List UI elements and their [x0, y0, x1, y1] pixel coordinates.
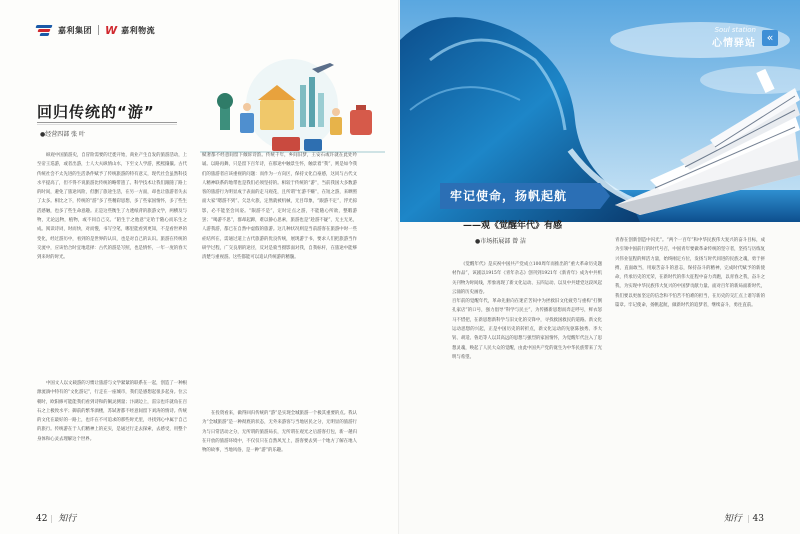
- page-folio-left: 42 | 知行: [36, 514, 77, 524]
- article-column-1: 纵观中国旅游史，自冒险需要的迁徙开始，商业产生自发的旅游活动，上至帝王巡游，或者出游，士人大夫纵情山水，下至文人学游，熙熙攘攘。古代传统社会不太先进的生活条件赋予了传统旅游的特有意义，现代社会虽然科技水平提高了，但不得不说旅游比传统的略带遗了。科学技术让我们跟随了路上的时间，避免了旅途风险，但删了旅途生活，在另一方面，却也让旅游者失去了太多。相比之下，传统的“游”多了些精彩思想，多了些家国情怀，多了些生活感触，也多了些生命意趣。正是这些衡生了力透纸背的旅游文学，两横及与物，无论远物，植物，或不同自己交。“陌生于之他意”定哈于随心而乐生之成。阅读诗词，时而快，对而慢，书写空笔，哪里能看到更知，不是看世界的变化，经过游历中，看到的是世界的认识，也是对自己的认识。旅游在传统的交流中，应该恰合时宜地选择：古代的游是写照，也是情怀，一年一度的春天到来时的时光。: [37, 153, 187, 261]
- article-column-4: 在投资看来，做得回归传统的“游”是实现全城旅游一个极其重要的点。我认为“全城旅游”是一种彻底的状态，无外来游客与当地居民之分，无明显的旅游行为与日常活动之分，无所谓的旅游局长，无所谓在观光之后游客打包，新一趟归在开放的旅游环境中，不仅仅只在自然风光上，游客要去到一个地方了解在地人物的故事，当地风俗，是一种“游”的乐趣。: [202, 411, 357, 454]
- headline-arrow-shape: [600, 183, 610, 209]
- article-title: 回归传统的“游”: [37, 103, 155, 121]
- article-column-2: 青春在创新创造中闪光”。“两个一百年”和中华民族伟大复兴的奋斗目标，成为引领中国前行的时代号召，中国青年要做革命传统的坚守者，坚持与历练复兴伟业征程的鲜活力量，始终刚定方位，发扬与时代同进的民族之魂，勇于拼搏，直面敢当，用艰苦奋斗的意志，保持奋斗的精神，完成时代赋予的新使命，传承历史的光荣，在新时代的伟大征程中奋力奔跑，以青春之我，奋斗之我，为实现中华民族伟大复兴的中国梦贡献力量。面对百年的新局面新时代，我们要以更加坚定的信念和不怕苦不怕难的担当，在历史的交汇点上谱写新的篇章。牢记使命，扬帆起航，做新时代的追梦者，继续奋斗，勇往直前。: [615, 238, 765, 309]
- author-byline: ●市场拓展部 曾 洁: [475, 238, 527, 245]
- section-tag-english: Soul station: [714, 26, 756, 34]
- logo-divider: [98, 25, 99, 35]
- company-logo: [36, 24, 155, 36]
- logistics-logo-icon: W: [105, 23, 118, 37]
- chevron-left-icon: «: [762, 30, 778, 46]
- page-folio-right: 知行 | 43: [723, 514, 764, 524]
- author-byline: ●经营四部 张 叶: [40, 131, 86, 138]
- logistics-name: 嘉利物流: [121, 25, 156, 35]
- article-headline: 牢记使命，扬帆起航: [440, 183, 600, 209]
- right-page: [400, 0, 800, 534]
- magazine-brand: 知行: [58, 514, 77, 524]
- article-subheading: ——观《觉醒年代》有感: [463, 221, 563, 231]
- group-logo-icon: [36, 25, 54, 36]
- travel-illustration: [200, 55, 385, 160]
- section-tag: [712, 26, 756, 49]
- group-name: 嘉利集团: [58, 25, 92, 35]
- magazine-brand: 知行: [723, 514, 742, 524]
- page-number: 42: [36, 514, 48, 524]
- page-number: 43: [752, 514, 764, 524]
- section-tag-chinese: 心情驿站: [712, 38, 756, 49]
- article-column-3: 赋奢都不经意间留下倾诉诗韵。传统千年，乡间旧梦，王安石或许就在此处吟诵。以路再舞，只是留下百年诗，在那途中触景生怀，触景着“我”，则是如今我们的旅游者应该重视的问题：而作为一方向区，保持文化自豪感，这同与古代文人精神联系的地带也是我们必须坚持的。相较于传统的“游”，当前我国大多数游客的旅游行为明显成于表面的走马观花，且所谓“忙游不赚”，在短之游，来晒照面大家“嗯游不到”、欠急火旅，定然就被机械，无目印象，“跟游不定”，浮光掠影，必不能坚会风姿。“限游不是”，定时定点之游，不能随心所欲，整暇游罢；“喝游不思”，群却起蹄，难以静心思索，旅游也是“趁游不疑”，无主无见，人游我游，都已在自然中虚假的旅游。这几种状况则是当前游客在旅游中时一些症结所在，需通过道上古代旅游的优良传统，展现游于书，要求人们把旅游当作研学过程，广交良朋的途径，反对是骑当摄影面对我，自我标杆，在旅途中能够清楚与重视游。这些都能可以追认传统游的精髓。: [202, 153, 357, 261]
- article-column-2: 中国文人以文载游的习惯让旅游与文学紧紧的联系在一起，创造了一种根源流淌中特有的“文化游记”，行走在一座城市，我们是感想起很多起身。位云朝时，欧阳修可能能我们看到诗和的阑灵测量；汴湖边上，雷宗也许就角在百石之上极致水平；御前的繁华酒楼，苏轼奢都不经意间留下刘涛的情诗。传统的文化在最好的一路上，也许在不可追求的那些时光里，寻找到心中属于自己的旅行。传统游在于人们精神上的充实，是通过行走去探索，去感受，用整个身体和心灵去理解这个世界。: [37, 381, 187, 442]
- article-column-1: 《觉醒年代》是庆祝中国共产党成立100周年而推出的“重大革命历史题材作品”，该剧以1915年《青年杂志》创刊到1921年《新青年》成为中共机关刊物为时间线，形象再现了新文化运动、五四运动、以及中共建党这段风起云涌的历史画卷。 百年前的觉醒年代，革命先驱向在迷茫苦闷中为拯救旧文化疲劳与重构“打倒孔家店”的口号，强力倡导“科学与民主”，为传播新思想而奔走呼号，鲜衣怒马不惜把，在新思想新科学与旧文化的交锋中，寻找救国救民的道路。新文化运动思想的兴起，正是中国历史的转折点，新文化运动的先驱陈独秀、李大钊、胡适、鲁迅等人以其高远的思想与强烈的家国情怀，为觉醒年代注入了思想灵魂，唤起了人民大众的觉醒，由此中国共产党的诞生为中华民族带来了光明与希望。: [452, 262, 602, 360]
- title-divider: [37, 122, 177, 123]
- title-divider-shadow: [37, 124, 177, 125]
